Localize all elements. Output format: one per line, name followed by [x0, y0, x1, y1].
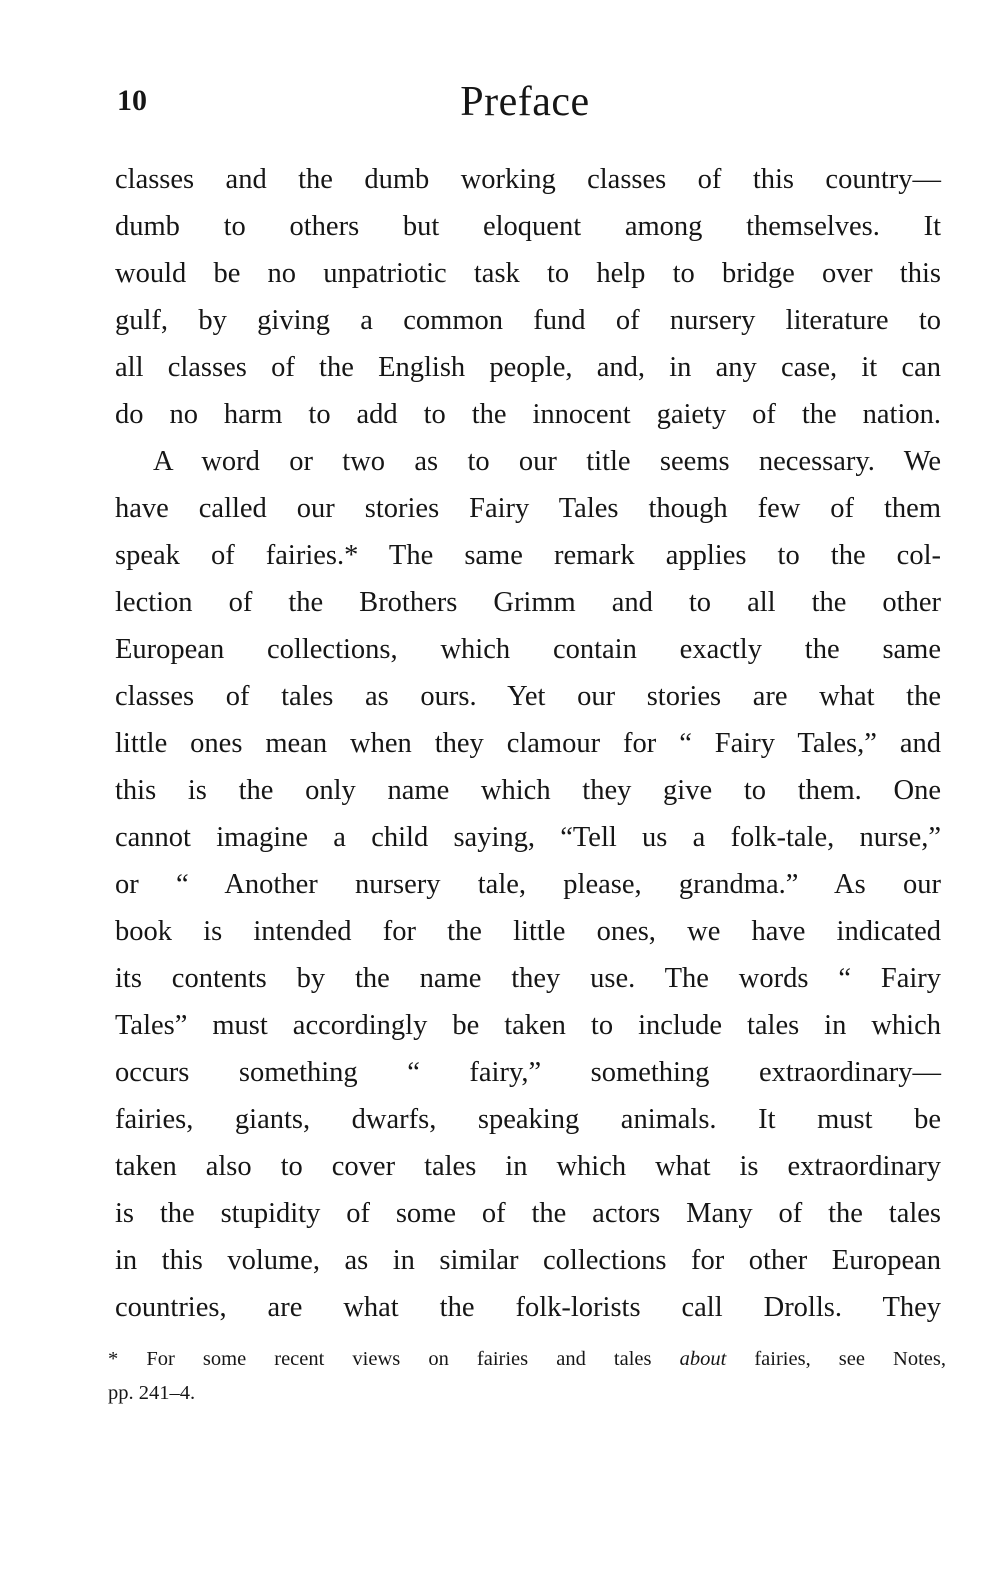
text-line: dumb to others but eloquent among themselves. It [115, 211, 941, 242]
page-number: 10 [117, 84, 147, 117]
footnote [108, 1342, 946, 1410]
text-line: is the stupidity of some of the actors Many of the tales [115, 1198, 941, 1229]
text-line: its contents by the name they use. The words “ Fairy [115, 963, 941, 994]
text-line: would be no unpatriotic task to help to bridge over this [115, 258, 941, 289]
footnote-text: fairies, see Notes, [726, 1348, 946, 1370]
text-line: this is the only name which they give to them. One [115, 775, 941, 806]
text-line: all classes of the English people, and, in any case, it can [115, 352, 941, 383]
text-line: classes of tales as ours. Yet our stories are what the [115, 681, 941, 712]
text-line: have called our stories Fairy Tales though few of them [115, 493, 941, 524]
text-line: gulf, by giving a common fund of nursery literature to [115, 305, 941, 336]
text-line: book is intended for the little ones, we have indicated [115, 916, 941, 947]
page-title: Preface [460, 79, 590, 125]
body-text [115, 156, 941, 1331]
text-line: do no harm to add to the innocent gaiety of the nation. [115, 399, 941, 430]
text-line: taken also to cover tales in which what is extraordinary [115, 1151, 941, 1182]
text-line: little ones mean when they clamour for “ Fairy Tales,” and [115, 728, 941, 759]
text-line: countries, are what the folk-lorists call Drolls. They [115, 1292, 941, 1323]
text-line: occurs something “ fairy,” something extraordinary— [115, 1057, 941, 1088]
text-line: or “ Another nursery tale, please, grandma.” As our [115, 869, 941, 900]
text-line: Tales” must accordingly be taken to include tales in which [115, 1010, 941, 1041]
text-line: in this volume, as in similar collections for other European [115, 1245, 941, 1276]
text-line: classes and the dumb working classes of this country— [115, 164, 941, 195]
footnote-text: * For some recent views on fairies and tales [108, 1348, 680, 1370]
text-line: cannot imagine a child saying, “Tell us a folk-tale, nurse,” [115, 822, 941, 853]
text-line: fairies, giants, dwarfs, speaking animals. It must be [115, 1104, 941, 1135]
text-line: European collections, which contain exactly the same [115, 634, 941, 665]
footnote-line: pp. 241–4. [108, 1382, 196, 1404]
text-line: lection of the Brothers Grimm and to all the other [115, 587, 941, 618]
text-line: A word or two as to our title seems necessary. We [153, 446, 941, 477]
text-line: speak of fairies.* The same remark applies to the col- [115, 540, 941, 571]
footnote-line [108, 1342, 946, 1376]
footnote-italic: about [679, 1348, 727, 1370]
